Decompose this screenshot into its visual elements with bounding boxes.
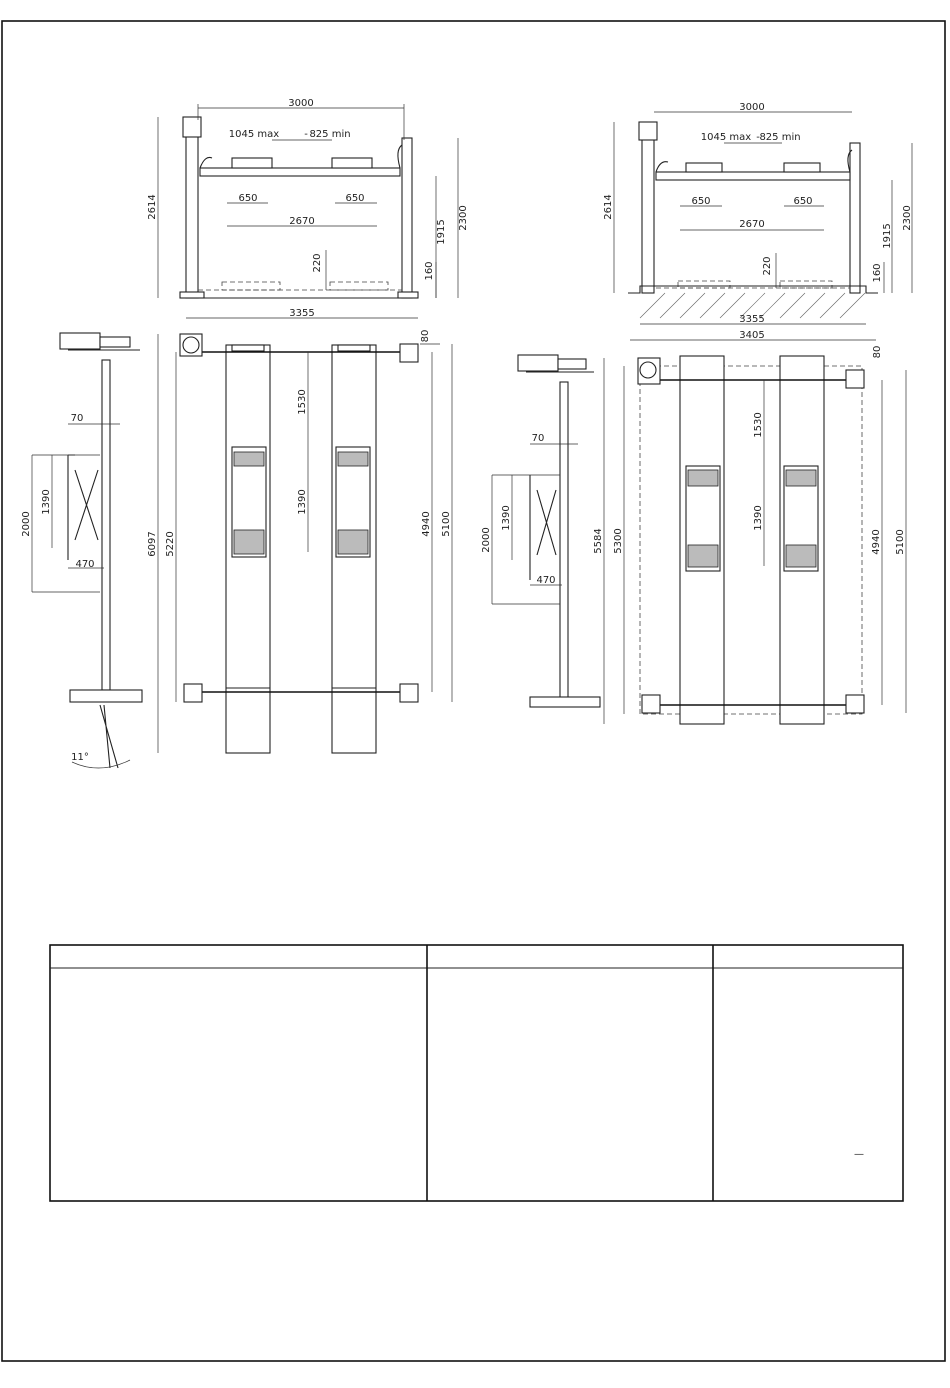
left-post [186,120,198,298]
ls-angle: 11° [71,752,89,763]
left-front-view [158,104,458,318]
lf-runway-l: 650 [238,193,258,204]
lp-length-5100: 5100 [441,511,452,537]
title-table [50,945,903,1201]
rf-gap-sep: - [756,132,760,143]
rp-length-5100: 5100 [895,529,906,555]
ls-height-2000: 2000 [21,511,32,537]
rf-gap-max: 1045 max [700,132,752,143]
rp-length-1530: 1530 [753,412,764,438]
rf-runway-r: 650 [793,196,813,207]
rf-runway-span: 2670 [739,219,765,230]
lf-width-top: 3000 [288,98,314,109]
lp-length-total: 6097 [147,531,158,557]
ls-height-1390: 1390 [41,489,52,515]
right-post [402,138,412,298]
left-side-view [32,333,142,768]
lf-runway-r: 650 [345,193,365,204]
rf-height-160: 160 [872,263,883,283]
rf-height-total: 2614 [603,194,614,220]
rp-offset-80: 80 [872,345,883,359]
lf-height-160: 160 [424,261,435,281]
lf-overall-width: 3355 [289,308,315,319]
lp-length-4940: 4940 [421,511,432,537]
lf-height-total: 2614 [147,194,158,220]
rs-offset-70: 70 [531,433,545,444]
rp-length-5300: 5300 [613,528,624,554]
right-plan-view [604,356,906,724]
rp-length-total: 5584 [593,528,604,554]
rf-overall-width-a: 3355 [739,314,765,325]
rs-height-1390: 1390 [501,505,512,531]
rs-depth-470: 470 [536,575,556,586]
lp-offset-80: 80 [420,329,431,343]
rf-width-top: 3000 [739,102,765,113]
lf-height-1915: 1915 [436,219,447,245]
lf-gap-sep: - [304,129,308,140]
runway-beam [200,168,400,176]
rf-height-1915: 1915 [882,223,893,249]
rf-gap-min: 825 min [759,132,801,143]
lp-length-5220: 5220 [165,531,176,557]
ls-depth-470: 470 [75,559,95,570]
rf-overall-width-b: 3405 [739,330,765,341]
lf-gap-max: 1045 max [228,129,280,140]
lp-length-1390: 1390 [297,489,308,515]
lf-gap-min: 825 min [309,129,351,140]
rf-height-220: 220 [762,256,773,276]
rf-height-2300: 2300 [902,205,913,231]
rf-runway-l: 650 [691,196,711,207]
lf-height-2300: 2300 [458,205,469,231]
lf-height-220: 220 [312,253,323,273]
table-mark: — [854,1149,864,1160]
lp-length-1530: 1530 [297,389,308,415]
rp-length-1390: 1390 [753,505,764,531]
rp-length-4940: 4940 [871,529,882,555]
rs-height-2000: 2000 [481,527,492,553]
lf-runway-span: 2670 [289,216,315,227]
side-post [102,360,110,690]
ls-offset-70: 70 [70,413,84,424]
